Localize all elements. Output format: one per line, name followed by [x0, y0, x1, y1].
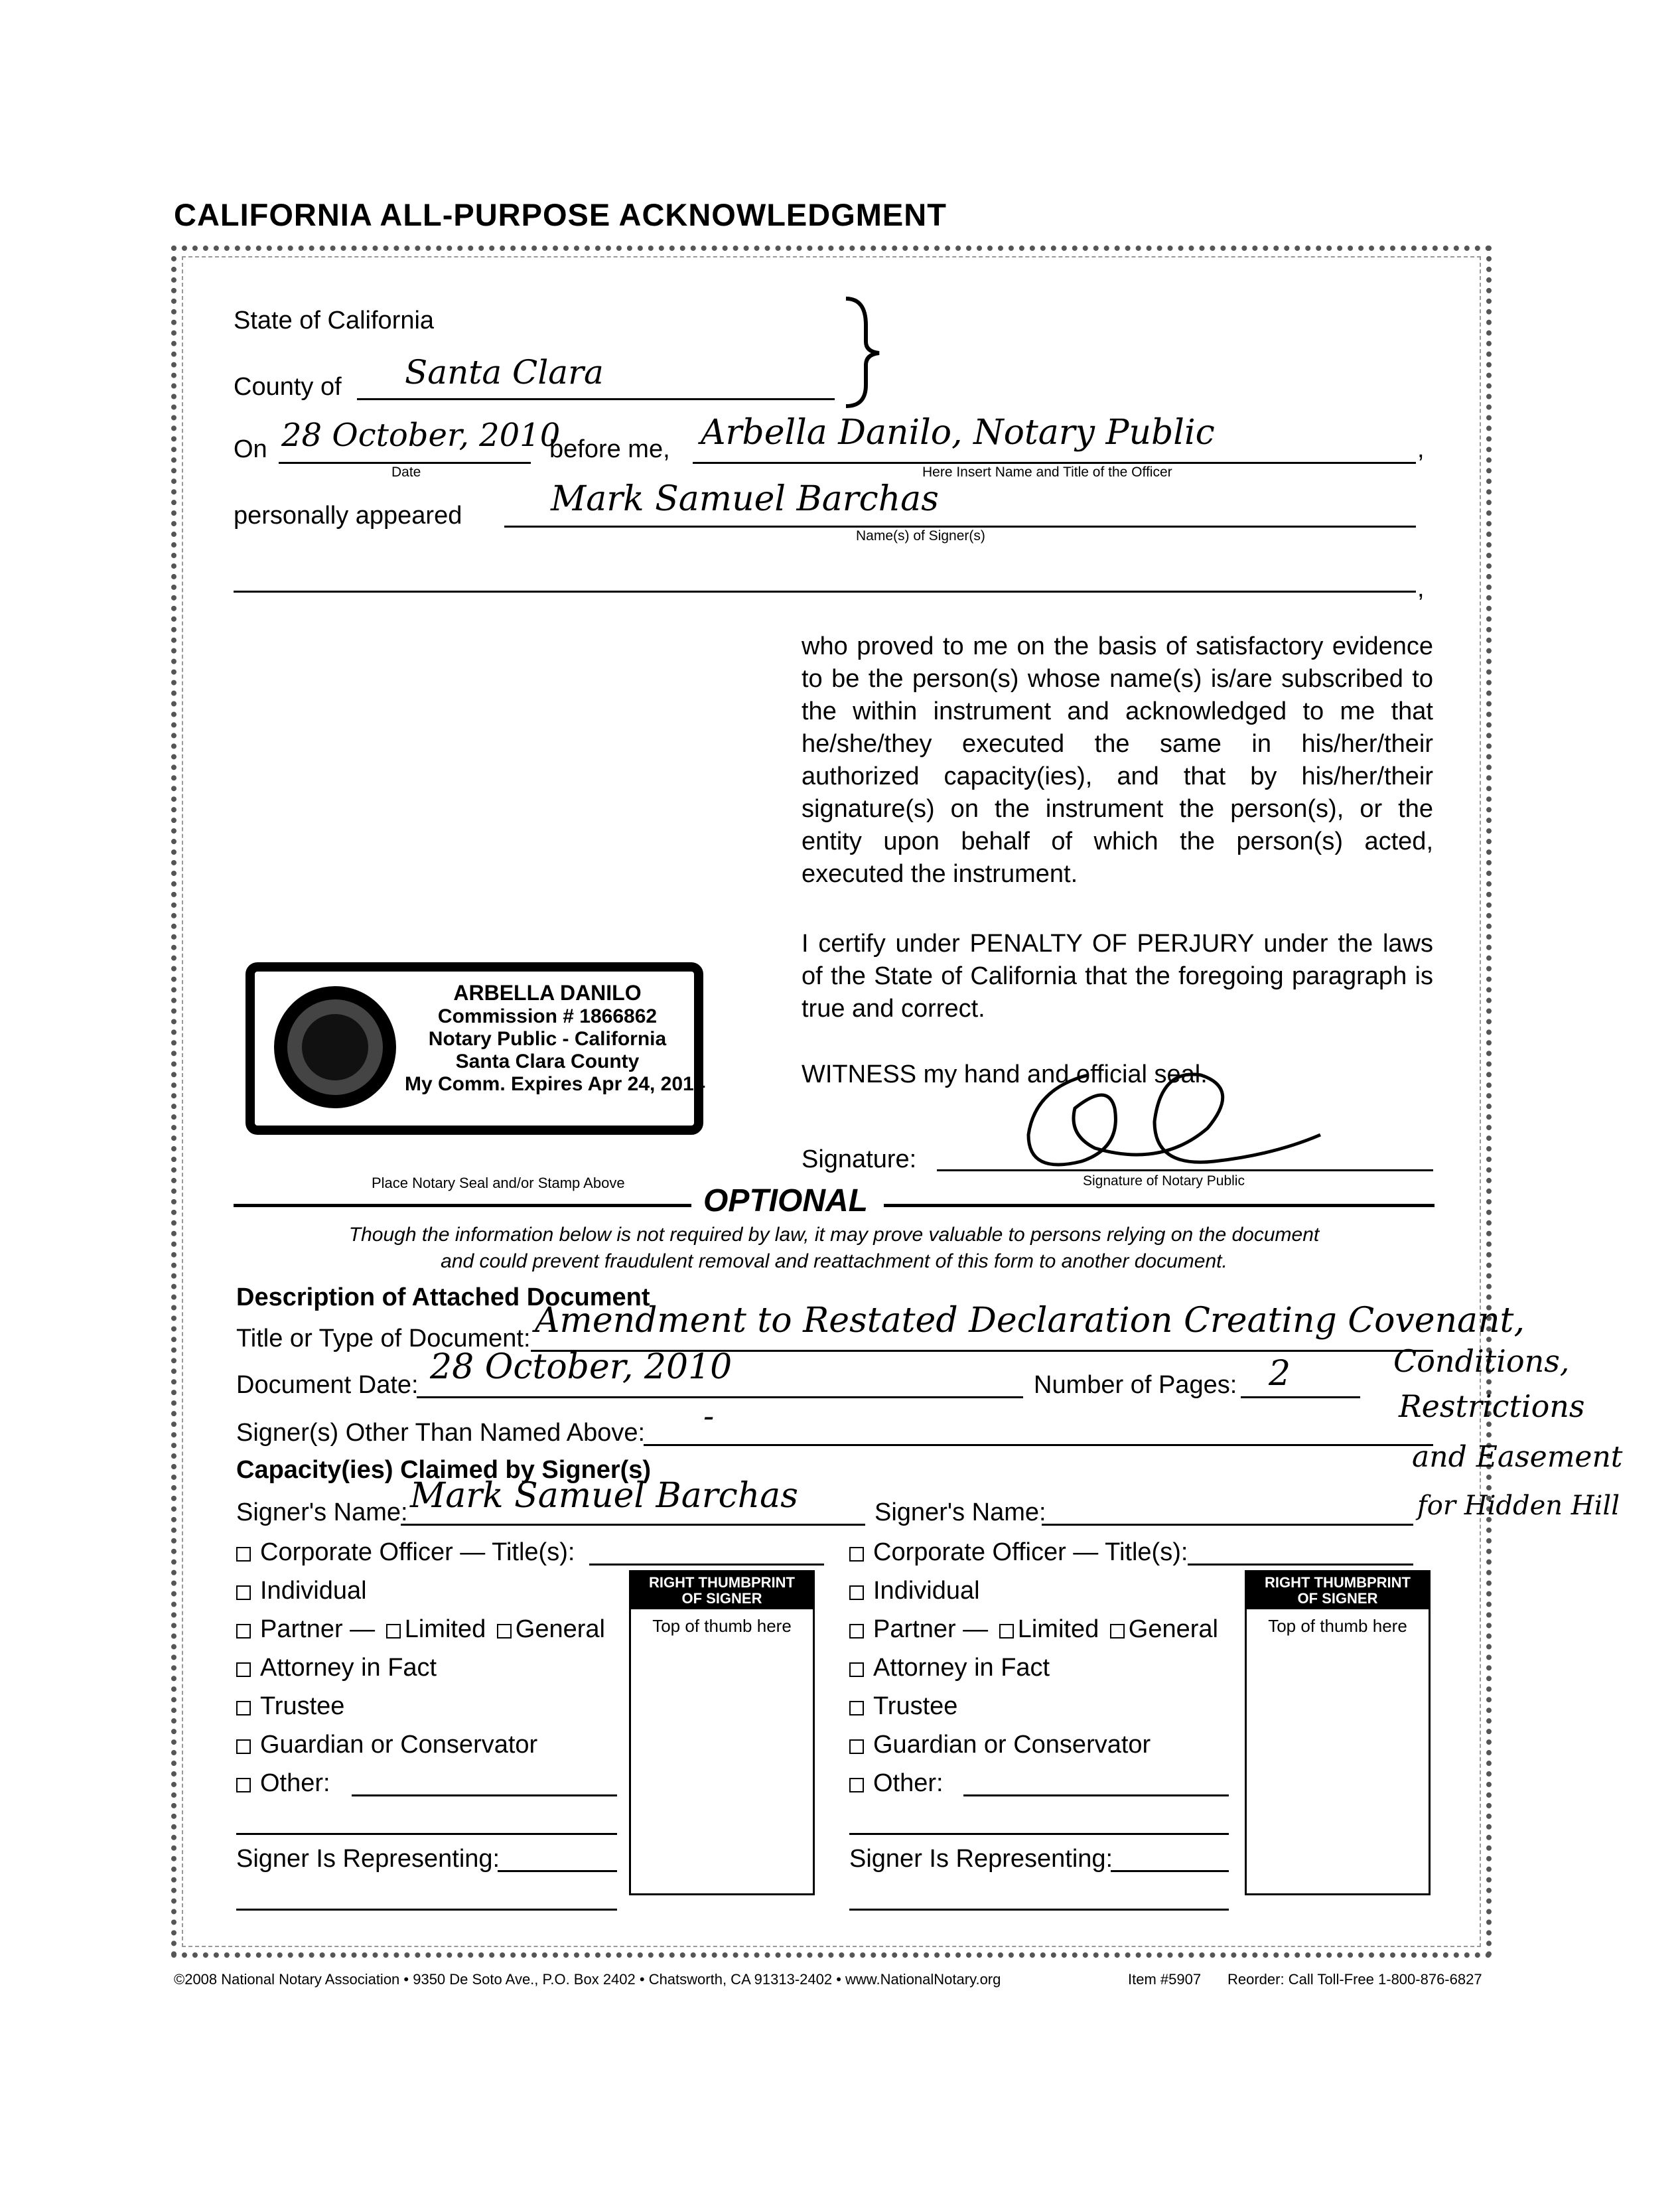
other-signers-value[interactable]: -: [703, 1398, 715, 1435]
checkbox[interactable]: [849, 1624, 864, 1639]
capacity-heading: Capacity(ies) Claimed by Signer(s): [236, 1456, 652, 1484]
s1-limited-label: Limited: [404, 1615, 486, 1643]
s1-attorney-label: Attorney in Fact: [260, 1654, 437, 1682]
checkbox[interactable]: [236, 1701, 251, 1715]
s1-individual-label: Individual: [260, 1577, 367, 1605]
s2-corporate-officer-label: Corporate Officer — Title(s):: [873, 1538, 1188, 1566]
checkbox[interactable]: [236, 1547, 251, 1562]
s1-representing-line: [498, 1870, 617, 1872]
s1-thumb-head-1: RIGHT THUMBPRINT: [649, 1574, 795, 1591]
checkbox[interactable]: [849, 1739, 864, 1754]
date-line: [279, 462, 531, 464]
s2-representing-line: [1111, 1870, 1229, 1872]
signer-name-value[interactable]: Mark Samuel Barchas: [551, 479, 939, 519]
form-title: CALIFORNIA ALL-PURPOSE ACKNOWLEDGMENT: [174, 197, 947, 232]
s1-attorney[interactable]: [236, 1654, 437, 1682]
s2-corporate-officer[interactable]: [849, 1538, 1188, 1567]
optional-rule-left: [234, 1204, 691, 1207]
optional-note-2: and could prevent fraudulent removal and reattachment of this form to another document.: [441, 1250, 1227, 1272]
signer-caption: Name(s) of Signer(s): [856, 528, 985, 544]
s2-guardian-label: Guardian or Conservator: [873, 1731, 1151, 1759]
s1-trustee-label: Trustee: [260, 1692, 345, 1720]
perjury-paragraph: I certify under PENALTY OF PERJURY under the laws of the State of California that the foregoing paragraph is true and correct.: [802, 930, 1433, 1023]
s1-general-label: General: [515, 1615, 605, 1643]
county-line: [357, 398, 835, 400]
s2-thumbprint-box[interactable]: [1245, 1570, 1431, 1895]
s2-individual-label: Individual: [873, 1577, 980, 1605]
s2-representing-line-2: [849, 1909, 1229, 1911]
s2-other-line-2: [849, 1833, 1229, 1835]
other-signers-label: Signer(s) Other Than Named Above:: [236, 1419, 646, 1447]
county-value[interactable]: Santa Clara: [405, 353, 604, 392]
s2-thumb-head: [1247, 1572, 1429, 1609]
checkbox[interactable]: [236, 1662, 251, 1677]
signer2-name-label: Signer's Name:: [875, 1498, 1046, 1526]
on-label: On: [234, 435, 267, 463]
signer-line-2: [234, 591, 1416, 593]
s2-representing-label: Signer Is Representing:: [849, 1845, 1113, 1873]
s2-title-line: [1188, 1564, 1413, 1566]
checkbox[interactable]: [236, 1778, 251, 1792]
state-seal-icon: [269, 981, 401, 1114]
officer-line: [693, 462, 1416, 464]
s2-general-label: General: [1128, 1615, 1218, 1643]
attached-doc-heading: Description of Attached Document: [236, 1283, 650, 1311]
s2-attorney-label: Attorney in Fact: [873, 1654, 1050, 1682]
officer-comma: ,: [1417, 435, 1425, 463]
doc-date-label: Document Date:: [236, 1371, 419, 1399]
footer-item: Item #5907: [1128, 1971, 1202, 1988]
s1-guardian-label: Guardian or Conservator: [260, 1731, 538, 1759]
signature-caption: Signature of Notary Public: [1083, 1173, 1245, 1189]
s2-guardian[interactable]: [849, 1731, 1151, 1759]
footer-copyright: ©2008 National Notary Association • 9350 De Soto Ave., P.O. Box 2402 • Chatsworth, CA 91313-2402 • www.NationalNotary.org: [174, 1971, 1001, 1988]
optional-heading: OPTIONAL: [703, 1183, 868, 1218]
officer-value[interactable]: Arbella Danilo, Notary Public: [701, 413, 1215, 453]
doc-date-value[interactable]: 28 October, 2010: [430, 1347, 733, 1387]
before-me-label: before me,: [549, 435, 670, 463]
appeared-label: personally appeared: [234, 502, 462, 530]
signer-line: [504, 526, 1416, 528]
s2-other-line: [963, 1794, 1229, 1796]
s1-representing-line-2: [236, 1909, 617, 1911]
s2-limited-label: Limited: [1017, 1615, 1099, 1643]
s2-attorney[interactable]: [849, 1654, 1050, 1682]
s1-partner-label: Partner —: [260, 1615, 376, 1643]
s2-trustee-label: Trustee: [873, 1692, 958, 1720]
signer1-name-value[interactable]: Mark Samuel Barchas: [410, 1476, 798, 1516]
s2-thumb-sub: Top of thumb here: [1268, 1616, 1407, 1636]
optional-note-1: Though the information below is not required by law, it may prove valuable to persons relying on the document: [348, 1224, 1320, 1246]
witness-text: WITNESS my hand and official seal.: [802, 1060, 1208, 1088]
checkbox-general[interactable]: [1110, 1624, 1125, 1639]
checkbox[interactable]: [849, 1547, 864, 1562]
checkbox[interactable]: [236, 1624, 251, 1639]
s2-partner[interactable]: [849, 1615, 1218, 1644]
pages-value[interactable]: 2: [1269, 1354, 1291, 1394]
doc-date-line: [417, 1396, 1023, 1398]
s1-corporate-officer[interactable]: [236, 1538, 575, 1567]
s2-thumb-head-1: RIGHT THUMBPRINT: [1265, 1574, 1411, 1591]
checkbox[interactable]: [236, 1585, 251, 1600]
s2-partner-label: Partner —: [873, 1615, 989, 1643]
doc-title-margin-4: for Hidden Hill: [1417, 1491, 1620, 1521]
s1-thumb-sub: Top of thumb here: [652, 1616, 792, 1636]
checkbox[interactable]: [236, 1739, 251, 1754]
s1-trustee[interactable]: [236, 1692, 344, 1721]
s2-other-label: Other:: [873, 1769, 944, 1797]
signer-comma: ,: [1417, 575, 1425, 603]
s2-thumb-head-2: OF SIGNER: [1297, 1590, 1378, 1607]
checkbox-limited[interactable]: [999, 1624, 1014, 1639]
signer2-name-line: [1042, 1524, 1413, 1526]
checkbox[interactable]: [849, 1701, 864, 1715]
s1-other[interactable]: [236, 1769, 330, 1798]
county-label: County of: [234, 373, 342, 401]
s1-other-line-2: [236, 1833, 617, 1835]
stamp-caption: Place Notary Seal and/or Stamp Above: [372, 1175, 625, 1191]
checkbox[interactable]: [849, 1778, 864, 1792]
checkbox-general[interactable]: [497, 1624, 512, 1639]
stamp-text-block: [405, 981, 705, 1096]
notarial-date-value[interactable]: 28 October, 2010: [281, 417, 561, 454]
s2-other[interactable]: [849, 1769, 944, 1798]
s1-title-line: [589, 1564, 824, 1566]
stamp-line-commission: Commission # 1866862: [437, 1005, 658, 1027]
s1-corporate-officer-label: Corporate Officer — Title(s):: [260, 1538, 575, 1566]
s1-individual[interactable]: [236, 1577, 367, 1605]
stamp-line-expires: My Comm. Expires Apr 24, 2014: [405, 1073, 705, 1095]
date-caption: Date: [391, 465, 421, 480]
s1-thumbprint-box[interactable]: [629, 1570, 815, 1895]
signer1-name-line: [401, 1524, 865, 1526]
stamp-line-title: Notary Public - California: [428, 1028, 667, 1050]
pages-label: Number of Pages:: [1034, 1371, 1237, 1399]
doc-title-value[interactable]: Amendment to Restated Declaration Creating Covenant,: [535, 1301, 1525, 1341]
doc-title-margin-2: Restrictions: [1399, 1388, 1585, 1424]
s1-thumb-head-2: OF SIGNER: [681, 1590, 762, 1607]
doc-title-margin-3: and Easement: [1412, 1440, 1623, 1474]
state-label: State of California: [234, 307, 435, 334]
s2-individual[interactable]: [849, 1577, 980, 1605]
brace-icon: [839, 292, 886, 411]
doc-title-margin-1: Conditions,: [1393, 1343, 1570, 1379]
s2-trustee[interactable]: [849, 1692, 957, 1721]
pages-line: [1241, 1396, 1360, 1398]
s1-representing-label: Signer Is Representing:: [236, 1845, 500, 1873]
proof-paragraph: who proved to me on the basis of satisfactory evidence to be the person(s) whose name(s) is/are subscribed to the within instrument and acknowledged to me that he/she/they executed the same in his/her/their authorized capacity(ies), and that by his/her/their signature(s) on the instrument the person(s), or the entity upon behalf of which the person(s) acted, executed the instrument.: [802, 632, 1433, 888]
signer1-name-label: Signer's Name:: [236, 1498, 408, 1526]
stamp-line-name: ARBELLA DANILO: [453, 981, 642, 1005]
checkbox[interactable]: [849, 1662, 864, 1677]
footer-reorder: Reorder: Call Toll-Free 1-800-876-6827: [1227, 1971, 1482, 1988]
stamp-line-county: Santa Clara County: [455, 1051, 640, 1072]
s1-thumb-head: [631, 1572, 813, 1609]
s1-guardian[interactable]: [236, 1731, 537, 1759]
officer-caption: Here Insert Name and Title of the Officer: [922, 465, 1172, 480]
checkbox-limited[interactable]: [386, 1624, 401, 1639]
s1-other-line: [352, 1794, 617, 1796]
checkbox[interactable]: [849, 1585, 864, 1600]
signature-label: Signature:: [802, 1145, 917, 1173]
doc-title-label: Title or Type of Document:: [236, 1325, 531, 1352]
other-signers-line: [644, 1444, 1433, 1446]
notary-signature-icon: [1009, 1035, 1380, 1188]
s1-other-label: Other:: [260, 1769, 330, 1797]
s1-partner[interactable]: [236, 1615, 605, 1644]
optional-rule-right: [884, 1204, 1435, 1207]
